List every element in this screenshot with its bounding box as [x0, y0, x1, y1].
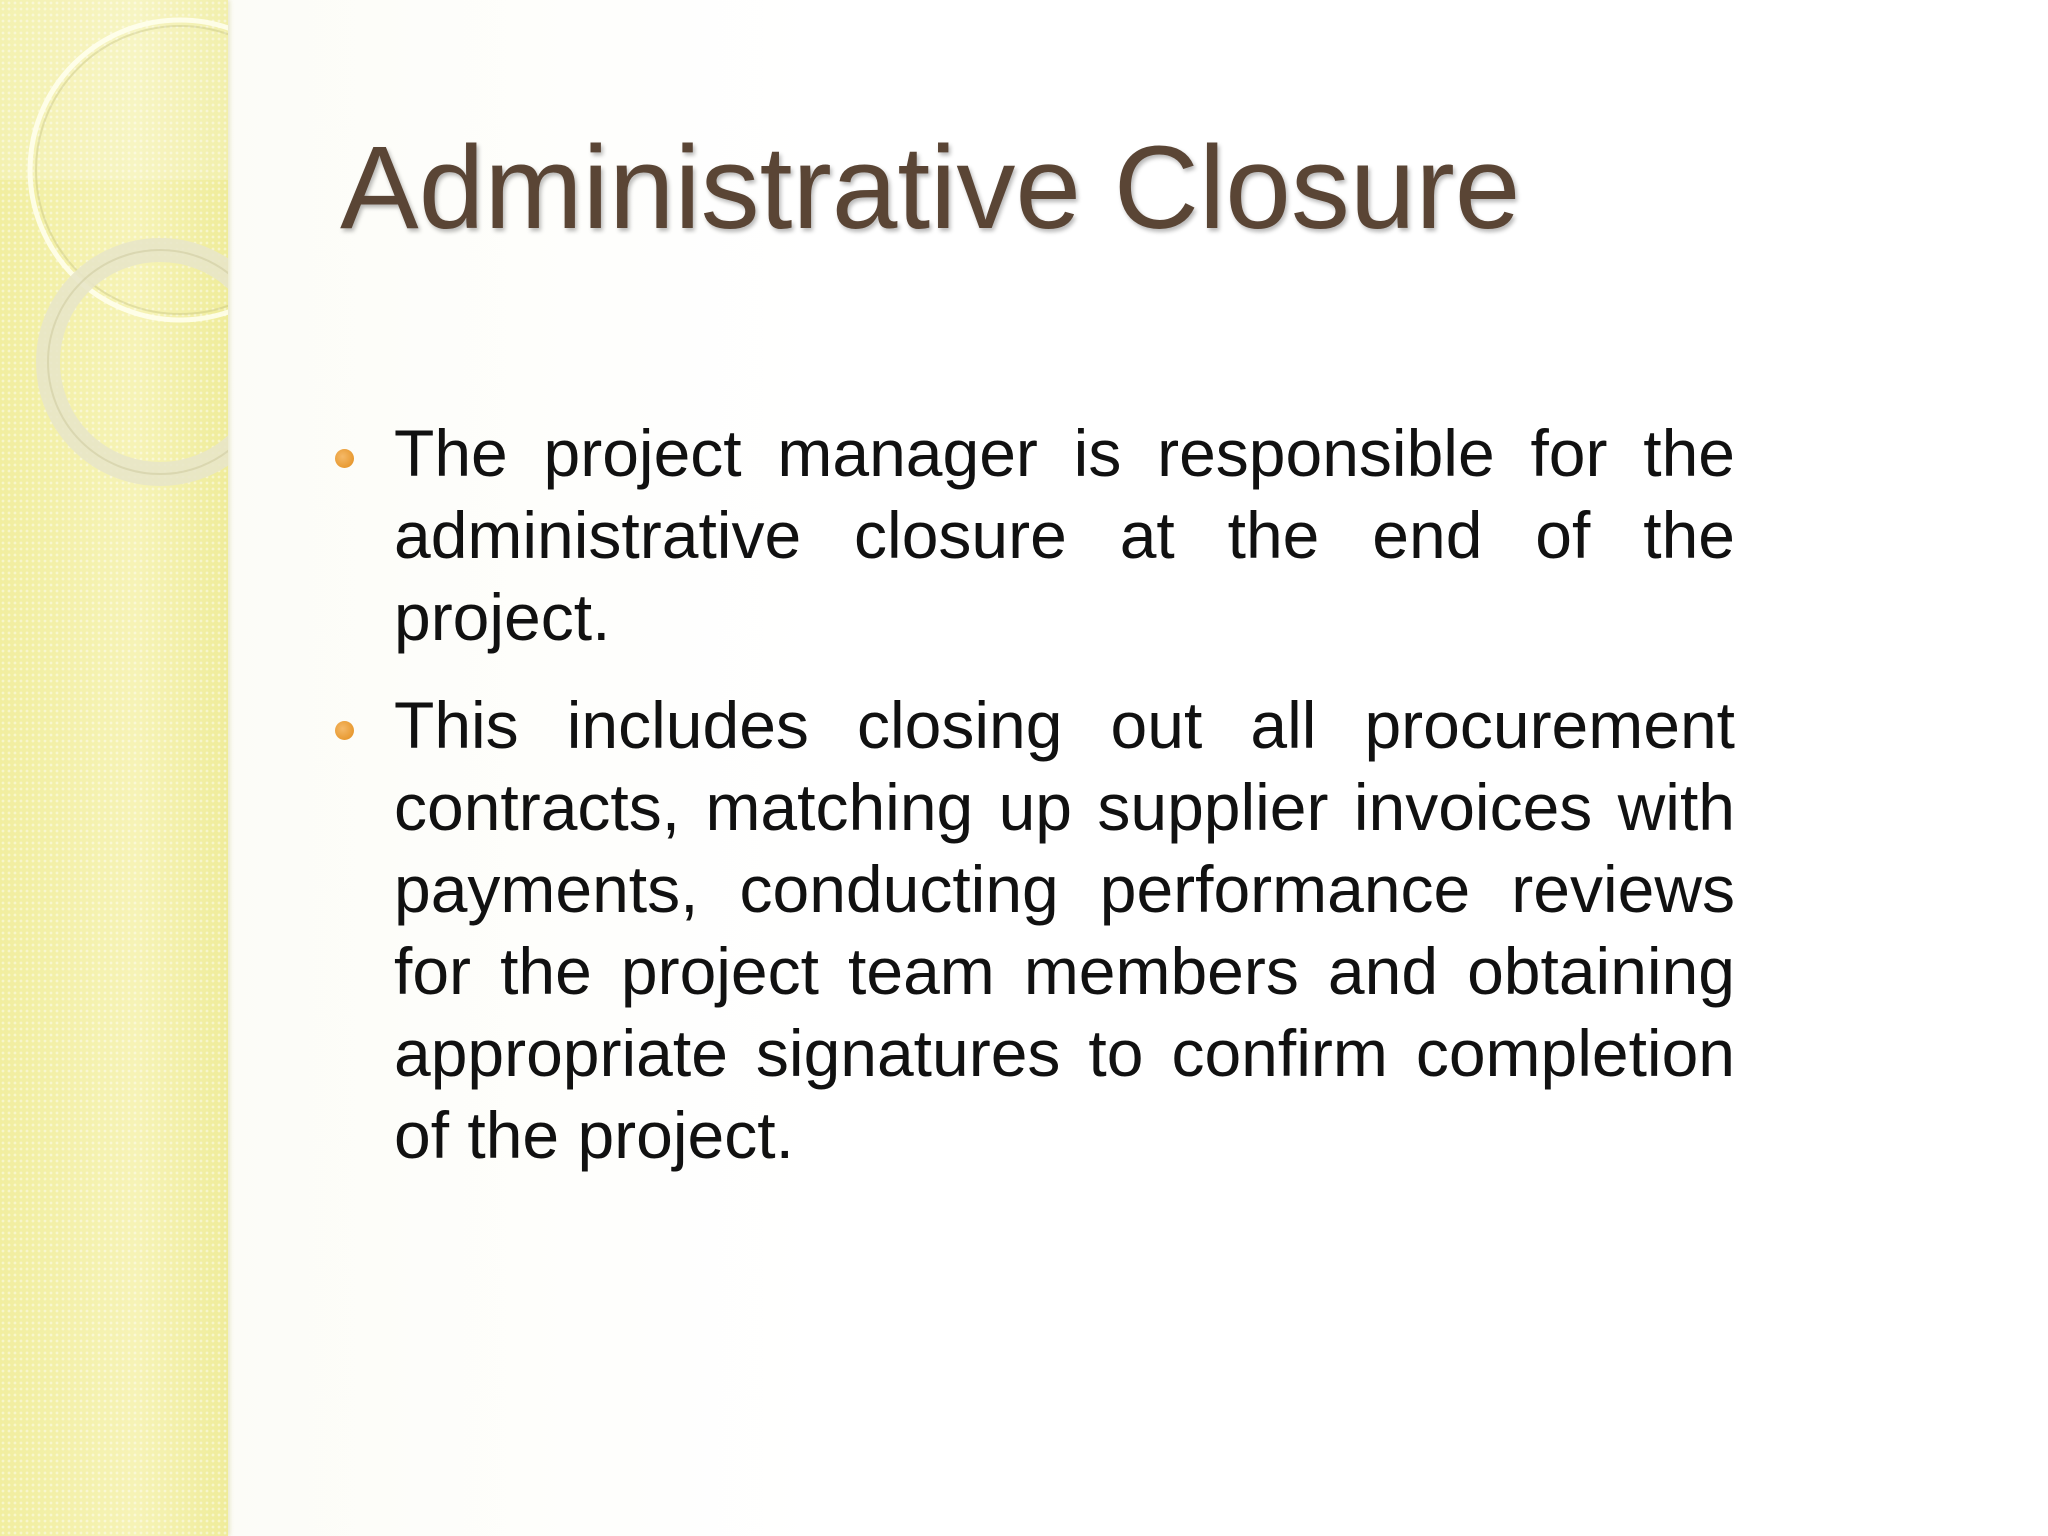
bullet-dot-icon — [335, 721, 354, 740]
decorative-side-panel — [0, 0, 228, 1536]
decorative-circles-icon — [0, 0, 228, 520]
slide-title: Administrative Closure — [340, 122, 1521, 254]
bullet-item — [330, 684, 1735, 1176]
bullet-dot-icon — [335, 449, 354, 468]
bullet-text: The project manager is responsible for the administrative closure at the end of the project. — [394, 416, 1735, 654]
bullet-list — [330, 412, 1735, 1202]
bullet-item — [330, 412, 1735, 658]
bullet-text: This includes closing out all procurement contracts, matching up supplier invoices with payments, conducting performance reviews for the project team members and obtaining appropriate signatures to confirm completion of the project. — [394, 688, 1735, 1172]
